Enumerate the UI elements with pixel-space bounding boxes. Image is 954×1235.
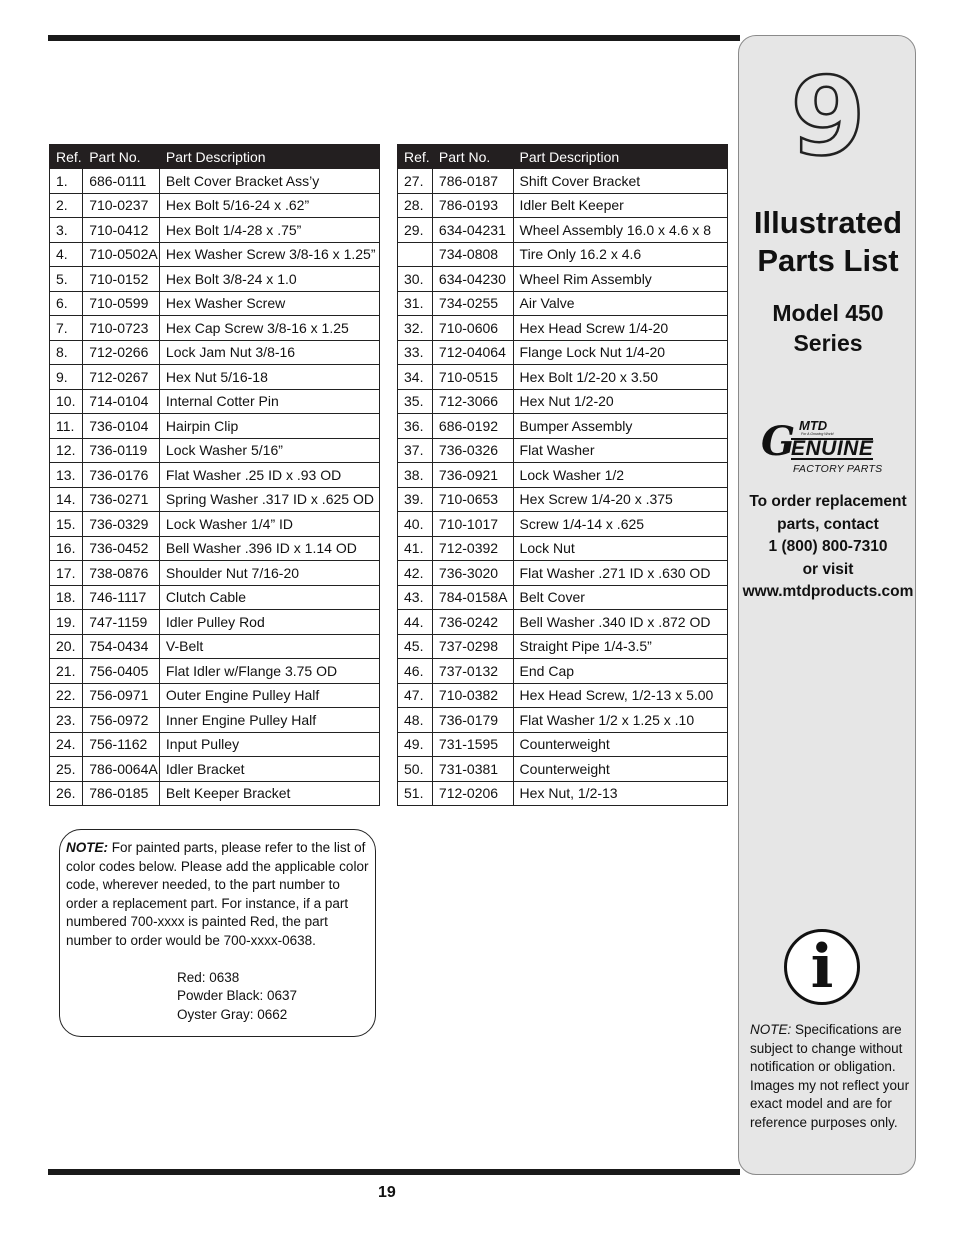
part-number-cell: 756-0971: [83, 683, 160, 708]
table-row: [50, 708, 380, 733]
part-number-cell: 634-04230: [432, 267, 513, 292]
table-row: [398, 610, 728, 635]
spec-note-text: Specifications are subject to change without notification or obligation. Images my not reflect your exact model and are for reference purposes only.: [750, 1022, 910, 1130]
section-title-line-2: Parts List: [757, 243, 899, 278]
description-cell: Counterweight: [513, 757, 727, 782]
part-number-cell: 736-0242: [432, 610, 513, 635]
description-cell: Input Pulley: [159, 732, 379, 757]
description-cell: Straight Pipe 1/4-3.5”: [513, 634, 727, 659]
part-number-cell: 710-0237: [83, 193, 160, 218]
logo-genuine: ENUINE: [791, 437, 874, 460]
part-number-cell: 710-0599: [83, 291, 160, 316]
part-number-cell: 712-3066: [432, 389, 513, 414]
ref-cell: 16.: [50, 536, 83, 561]
table-row: [50, 316, 380, 341]
table-row: [398, 634, 728, 659]
contact-line: or visit: [802, 560, 854, 578]
part-number-cell: 736-0921: [432, 463, 513, 488]
ref-cell: 17.: [50, 561, 83, 586]
description-cell: Belt Cover Bracket Ass’y: [159, 169, 379, 194]
table-row: [50, 414, 380, 439]
contact-line: To order replacement: [749, 493, 907, 510]
header-description: Part Description: [159, 145, 379, 169]
part-number-cell: 736-3020: [432, 561, 513, 586]
table-row: [398, 365, 728, 390]
description-cell: Lock Washer 1/4” ID: [159, 512, 379, 537]
description-cell: Hex Screw 1/4-20 x .375: [513, 487, 727, 512]
description-cell: Shift Cover Bracket: [513, 169, 727, 194]
part-number-cell: 734-0255: [432, 291, 513, 316]
description-cell: V-Belt: [159, 634, 379, 659]
description-cell: Flange Lock Nut 1/4-20: [513, 340, 727, 365]
description-cell: Screw 1/4-14 x .625: [513, 512, 727, 537]
ref-cell: 39.: [398, 487, 433, 512]
note-text: For painted parts, please refer to the list of color codes below. Please add the applicable color code, wherever needed, to the part number to order a replacement part. For instance, if a part numbered 700-xxxx is painted Red, the part number to order would be 700-xxxx-0638.: [66, 840, 369, 948]
part-number-cell: 736-0176: [83, 463, 160, 488]
table-row: [398, 389, 728, 414]
ref-cell: 50.: [398, 757, 433, 782]
description-cell: Idler Bracket: [159, 757, 379, 782]
model-line-2: Series: [793, 330, 863, 356]
paint-color-note: [59, 829, 376, 1037]
ref-cell: 22.: [50, 683, 83, 708]
ref-cell: 33.: [398, 340, 433, 365]
part-number-cell: 710-0382: [432, 683, 513, 708]
header-ref: Ref.: [50, 145, 83, 169]
page-number: 19: [378, 1184, 396, 1201]
part-number-cell: 712-0206: [432, 781, 513, 806]
ref-cell: 21.: [50, 659, 83, 684]
description-cell: Hex Bolt 5/16-24 x .62”: [159, 193, 379, 218]
ref-cell: 23.: [50, 708, 83, 733]
description-cell: Clutch Cable: [159, 585, 379, 610]
table-row: [50, 438, 380, 463]
ref-cell: 6.: [50, 291, 83, 316]
ref-cell: 44.: [398, 610, 433, 635]
table-row: [398, 659, 728, 684]
header-part-no: Part No.: [83, 145, 160, 169]
table-row: [398, 585, 728, 610]
order-contact-info: [739, 491, 917, 604]
table-row: [50, 512, 380, 537]
ref-cell: 32.: [398, 316, 433, 341]
description-cell: Hex Washer Screw: [159, 291, 379, 316]
table-row: [50, 193, 380, 218]
table-row: [398, 536, 728, 561]
model-line-1: Model 450: [772, 300, 884, 326]
ref-cell: 31.: [398, 291, 433, 316]
table-row: [50, 218, 380, 243]
table-row: [50, 561, 380, 586]
contact-line: parts, contact: [777, 515, 879, 533]
model-title: [739, 298, 917, 358]
description-cell: Hex Washer Screw 3/8-16 x 1.25”: [159, 242, 379, 267]
description-cell: Flat Washer: [513, 438, 727, 463]
table-row: [398, 242, 728, 267]
color-code-powder-black: Powder Black: 0637: [177, 988, 298, 1004]
color-code-oyster-gray: Oyster Gray: 0662: [177, 1006, 288, 1022]
table-body: [50, 169, 380, 806]
table-row: [398, 340, 728, 365]
part-number-cell: 736-0452: [83, 536, 160, 561]
ref-cell: 9.: [50, 365, 83, 390]
part-number-cell: 734-0808: [432, 242, 513, 267]
table-row: [50, 169, 380, 194]
part-number-cell: 686-0192: [432, 414, 513, 439]
part-number-cell: 710-0723: [83, 316, 160, 341]
chapter-number: 9: [790, 55, 866, 180]
table-row: [398, 732, 728, 757]
description-cell: Bumper Assembly: [513, 414, 727, 439]
description-cell: Bell Washer .396 ID x 1.14 OD: [159, 536, 379, 561]
ref-cell: 42.: [398, 561, 433, 586]
description-cell: Hex Nut 1/2-20: [513, 389, 727, 414]
ref-cell: 3.: [50, 218, 83, 243]
table-row: [50, 610, 380, 635]
table-row: [50, 487, 380, 512]
part-number-cell: 736-0271: [83, 487, 160, 512]
ref-cell: 25.: [50, 757, 83, 782]
description-cell: Air Valve: [513, 291, 727, 316]
table-row: [398, 463, 728, 488]
part-number-cell: 710-0653: [432, 487, 513, 512]
description-cell: Wheel Rim Assembly: [513, 267, 727, 292]
description-cell: Counterweight: [513, 732, 727, 757]
table-row: [50, 781, 380, 806]
part-number-cell: 756-1162: [83, 732, 160, 757]
table-header-row: [50, 145, 380, 169]
table-row: [398, 512, 728, 537]
part-number-cell: 710-0502A: [83, 242, 160, 267]
table-row: [398, 561, 728, 586]
parts-table-left: [49, 144, 380, 806]
ref-cell: 20.: [50, 634, 83, 659]
table-row: [50, 536, 380, 561]
ref-cell: 36.: [398, 414, 433, 439]
part-number-cell: 710-0412: [83, 218, 160, 243]
table-row: [50, 757, 380, 782]
info-icon: i: [784, 929, 860, 1005]
part-number-cell: 714-0104: [83, 389, 160, 414]
chapter-sidebar: [738, 35, 916, 1175]
table-row: [398, 267, 728, 292]
bottom-rule: [48, 1169, 740, 1175]
description-cell: Bell Washer .340 ID x .872 OD: [513, 610, 727, 635]
description-cell: Belt Keeper Bracket: [159, 781, 379, 806]
description-cell: Hex Head Screw, 1/2-13 x 5.00: [513, 683, 727, 708]
ref-cell: 34.: [398, 365, 433, 390]
contact-website: www.mtdproducts.com: [742, 583, 914, 600]
part-number-cell: 731-0381: [432, 757, 513, 782]
table-row: [398, 708, 728, 733]
description-cell: Spring Washer .317 ID x .625 OD: [159, 487, 379, 512]
ref-cell: 48.: [398, 708, 433, 733]
header-part-no: Part No.: [432, 145, 513, 169]
table-row: [50, 732, 380, 757]
part-number-cell: 736-0119: [83, 438, 160, 463]
part-number-cell: 712-04064: [432, 340, 513, 365]
ref-cell: 35.: [398, 389, 433, 414]
ref-cell: 24.: [50, 732, 83, 757]
ref-cell: 37.: [398, 438, 433, 463]
table-row: [398, 487, 728, 512]
part-number-cell: 736-0104: [83, 414, 160, 439]
ref-cell: 12.: [50, 438, 83, 463]
section-title-line-1: Illustrated: [753, 205, 903, 240]
table-row: [50, 634, 380, 659]
description-cell: Flat Washer .271 ID x .630 OD: [513, 561, 727, 586]
description-cell: Inner Engine Pulley Half: [159, 708, 379, 733]
table-row: [398, 683, 728, 708]
mtd-genuine-logo: [761, 418, 911, 480]
table-row: [398, 757, 728, 782]
part-number-cell: 786-0064A: [83, 757, 160, 782]
description-cell: Shoulder Nut 7/16-20: [159, 561, 379, 586]
ref-cell: 19.: [50, 610, 83, 635]
ref-cell: 38.: [398, 463, 433, 488]
part-number-cell: 686-0111: [83, 169, 160, 194]
description-cell: End Cap: [513, 659, 727, 684]
ref-cell: 5.: [50, 267, 83, 292]
table-row: [398, 218, 728, 243]
table-row: [398, 781, 728, 806]
parts-table-right: [397, 144, 728, 806]
part-number-cell: 710-1017: [432, 512, 513, 537]
ref-cell: 8.: [50, 340, 83, 365]
table-row: [50, 683, 380, 708]
ref-cell: 40.: [398, 512, 433, 537]
table-row: [50, 365, 380, 390]
ref-cell: 13.: [50, 463, 83, 488]
description-cell: Idler Pulley Rod: [159, 610, 379, 635]
table-row: [50, 291, 380, 316]
color-code-red: Red: 0638: [177, 969, 240, 985]
description-cell: Hex Nut, 1/2-13: [513, 781, 727, 806]
description-cell: Hex Bolt 1/4-28 x .75”: [159, 218, 379, 243]
logo-mtd: MTD: [799, 418, 828, 433]
table-row: [50, 585, 380, 610]
part-number-cell: 710-0515: [432, 365, 513, 390]
note-label: NOTE:: [66, 840, 108, 855]
ref-cell: 10.: [50, 389, 83, 414]
part-number-cell: 736-0179: [432, 708, 513, 733]
logo-g: G: [761, 418, 796, 465]
description-cell: Hairpin Clip: [159, 414, 379, 439]
ref-cell: 18.: [50, 585, 83, 610]
ref-cell: [398, 242, 433, 267]
part-number-cell: 736-0329: [83, 512, 160, 537]
ref-cell: 46.: [398, 659, 433, 684]
part-number-cell: 737-0298: [432, 634, 513, 659]
description-cell: Hex Nut 5/16-18: [159, 365, 379, 390]
section-title: [739, 204, 917, 280]
table-row: [398, 414, 728, 439]
ref-cell: 41.: [398, 536, 433, 561]
table-row: [398, 316, 728, 341]
part-number-cell: 710-0606: [432, 316, 513, 341]
ref-cell: 1.: [50, 169, 83, 194]
description-cell: Hex Head Screw 1/4-20: [513, 316, 727, 341]
table-row: [50, 242, 380, 267]
part-number-cell: 710-0152: [83, 267, 160, 292]
table-body: [398, 169, 728, 806]
description-cell: Lock Nut: [513, 536, 727, 561]
ref-cell: 4.: [50, 242, 83, 267]
description-cell: Lock Washer 5/16”: [159, 438, 379, 463]
table-row: [50, 463, 380, 488]
description-cell: Hex Bolt 3/8-24 x 1.0: [159, 267, 379, 292]
ref-cell: 45.: [398, 634, 433, 659]
ref-cell: 43.: [398, 585, 433, 610]
table-row: [50, 340, 380, 365]
description-cell: Flat Washer 1/2 x 1.25 x .10: [513, 708, 727, 733]
ref-cell: 28.: [398, 193, 433, 218]
part-number-cell: 756-0405: [83, 659, 160, 684]
table-row: [398, 193, 728, 218]
table-row: [50, 267, 380, 292]
logo-factory-parts: FACTORY PARTS: [793, 463, 883, 475]
ref-cell: 30.: [398, 267, 433, 292]
part-number-cell: 737-0132: [432, 659, 513, 684]
description-cell: Belt Cover: [513, 585, 727, 610]
part-number-cell: 786-0187: [432, 169, 513, 194]
ref-cell: 15.: [50, 512, 83, 537]
part-number-cell: 712-0267: [83, 365, 160, 390]
ref-cell: 27.: [398, 169, 433, 194]
description-cell: Hex Cap Screw 3/8-16 x 1.25: [159, 316, 379, 341]
description-cell: Hex Bolt 1/2-20 x 3.50: [513, 365, 727, 390]
description-cell: Idler Belt Keeper: [513, 193, 727, 218]
table-header-row: [398, 145, 728, 169]
description-cell: Outer Engine Pulley Half: [159, 683, 379, 708]
ref-cell: 47.: [398, 683, 433, 708]
ref-cell: 49.: [398, 732, 433, 757]
description-cell: Lock Washer 1/2: [513, 463, 727, 488]
part-number-cell: 731-1595: [432, 732, 513, 757]
ref-cell: 7.: [50, 316, 83, 341]
part-number-cell: 756-0972: [83, 708, 160, 733]
ref-cell: 14.: [50, 487, 83, 512]
description-cell: Lock Jam Nut 3/8-16: [159, 340, 379, 365]
specifications-note: [750, 1021, 912, 1133]
spec-note-label: NOTE:: [750, 1022, 792, 1037]
header-ref: Ref.: [398, 145, 433, 169]
table-row: [50, 659, 380, 684]
ref-cell: 51.: [398, 781, 433, 806]
table-row: [398, 438, 728, 463]
part-number-cell: 746-1117: [83, 585, 160, 610]
ref-cell: 2.: [50, 193, 83, 218]
part-number-cell: 634-04231: [432, 218, 513, 243]
part-number-cell: 786-0185: [83, 781, 160, 806]
description-cell: Tire Only 16.2 x 4.6: [513, 242, 727, 267]
ref-cell: 11.: [50, 414, 83, 439]
color-code-list: [177, 969, 371, 1025]
header-description: Part Description: [513, 145, 727, 169]
part-number-cell: 712-0392: [432, 536, 513, 561]
ref-cell: 26.: [50, 781, 83, 806]
table-row: [50, 389, 380, 414]
part-number-cell: 786-0193: [432, 193, 513, 218]
top-rule: [48, 35, 740, 41]
table-row: [398, 169, 728, 194]
logo-tagline: For A Growing World: [801, 432, 834, 436]
part-number-cell: 738-0876: [83, 561, 160, 586]
part-number-cell: 747-1159: [83, 610, 160, 635]
description-cell: Flat Idler w/Flange 3.75 OD: [159, 659, 379, 684]
description-cell: Flat Washer .25 ID x .93 OD: [159, 463, 379, 488]
description-cell: Wheel Assembly 16.0 x 4.6 x 8: [513, 218, 727, 243]
ref-cell: 29.: [398, 218, 433, 243]
contact-phone: 1 (800) 800-7310: [768, 538, 888, 555]
part-number-cell: 754-0434: [83, 634, 160, 659]
description-cell: Internal Cotter Pin: [159, 389, 379, 414]
table-row: [398, 291, 728, 316]
part-number-cell: 736-0326: [432, 438, 513, 463]
part-number-cell: 784-0158A: [432, 585, 513, 610]
part-number-cell: 712-0266: [83, 340, 160, 365]
